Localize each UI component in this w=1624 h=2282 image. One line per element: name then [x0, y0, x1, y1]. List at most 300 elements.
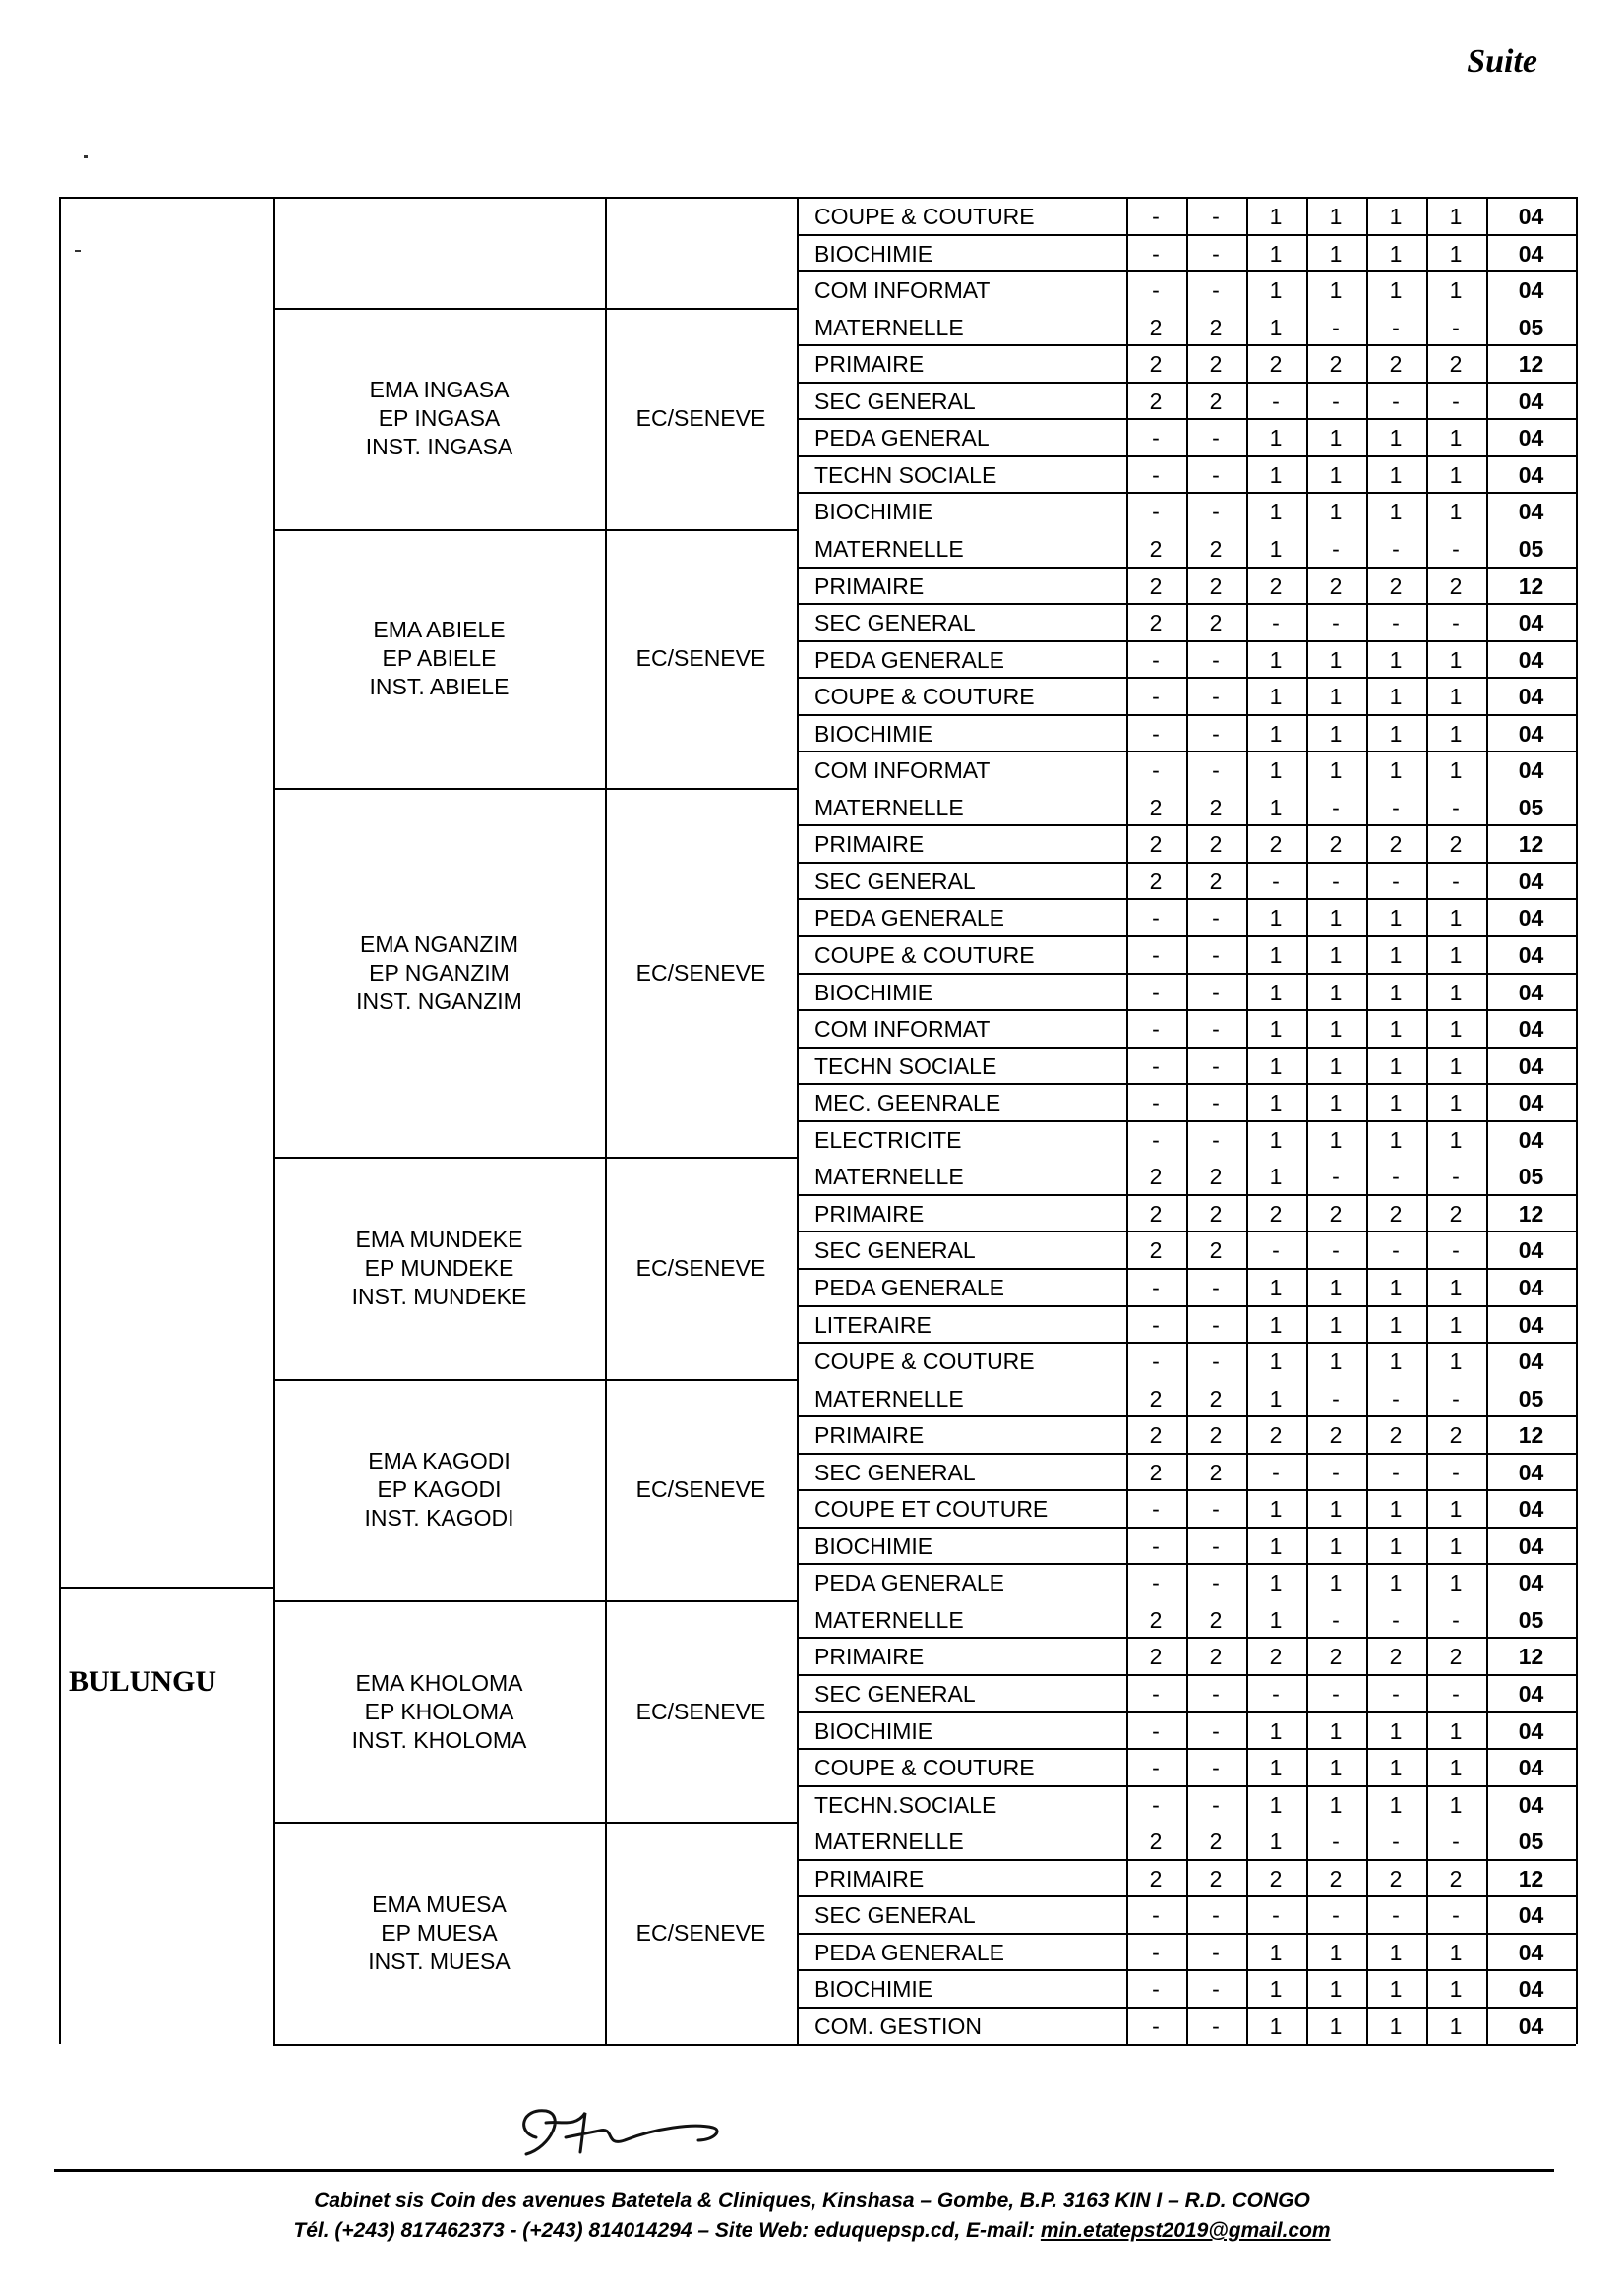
table-rule [797, 1748, 1576, 1750]
table-rule [273, 529, 797, 531]
grade-count: - [1392, 388, 1400, 414]
grade-count: 2 [1389, 831, 1403, 858]
grade-count: 1 [1449, 425, 1463, 451]
grade-count: 1 [1449, 646, 1463, 673]
grade-count: 1 [1449, 942, 1463, 968]
table-rule [797, 382, 1576, 384]
grade-count: 2 [1269, 572, 1283, 599]
school-name: INST. ABIELE [369, 674, 510, 700]
grade-count: 1 [1449, 1349, 1463, 1375]
grade-count: 1 [1449, 1016, 1463, 1043]
table-rule [273, 197, 275, 2044]
grade-count: 1 [1449, 905, 1463, 931]
suite-label: Suite [1467, 43, 1537, 80]
grade-count: 1 [1269, 1126, 1283, 1153]
grade-count: - [1152, 942, 1160, 968]
grade-count: 1 [1269, 1717, 1283, 1744]
row-total: 04 [1518, 1532, 1544, 1559]
grade-count: 1 [1389, 1570, 1403, 1596]
grade-count: 1 [1449, 1274, 1463, 1300]
grade-count: 1 [1389, 204, 1403, 229]
grade-count: 1 [1389, 1496, 1403, 1523]
grade-count: - [1272, 868, 1280, 894]
grade-count: 1 [1329, 942, 1343, 968]
table-rule [797, 1712, 1576, 1713]
grade-count: - [1152, 240, 1160, 267]
row-total: 04 [1518, 1052, 1544, 1079]
grade-count: 1 [1449, 757, 1463, 784]
grade-count: - [1392, 535, 1400, 562]
grade-count: - [1212, 1755, 1220, 1781]
grade-count: 2 [1149, 535, 1163, 562]
section-name: MATERNELLE [814, 1606, 964, 1633]
table-rule [797, 2007, 1576, 2009]
grade-count: 2 [1149, 1385, 1163, 1411]
allocation-table [59, 197, 1576, 2082]
regime-label: EC/SENEVE [635, 1919, 766, 1946]
row-total: 04 [1518, 1717, 1544, 1744]
grade-count: - [1152, 1496, 1160, 1523]
grade-count: - [1332, 1681, 1340, 1707]
grade-count: 1 [1329, 1755, 1343, 1781]
grade-count: 1 [1269, 1349, 1283, 1375]
grade-count: 1 [1389, 1126, 1403, 1153]
table-rule [797, 714, 1576, 716]
section-name: COUPE & COUTURE [814, 1755, 1035, 1781]
grade-count: - [1152, 757, 1160, 784]
row-total: 12 [1518, 572, 1544, 599]
grade-count: 1 [1269, 1164, 1283, 1190]
table-rule [797, 492, 1576, 494]
section-name: BIOCHIMIE [814, 240, 933, 267]
row-total: 04 [1518, 1570, 1544, 1596]
table-rule [59, 197, 273, 199]
grade-count: 2 [1329, 351, 1343, 378]
grade-count: 2 [1329, 1865, 1343, 1892]
grade-count: 1 [1329, 1532, 1343, 1559]
grade-count: 1 [1329, 1791, 1343, 1818]
table-rule [797, 603, 1576, 605]
grade-count: 2 [1329, 1644, 1343, 1670]
grade-count: 1 [1449, 1052, 1463, 1079]
grade-count: - [1152, 1939, 1160, 1965]
grade-count: 2 [1209, 868, 1223, 894]
table-rule [273, 197, 1576, 199]
grade-count: - [1332, 868, 1340, 894]
grade-count: - [1452, 610, 1460, 636]
grade-count: - [1392, 1829, 1400, 1855]
grade-count: - [1212, 684, 1220, 710]
table-rule [273, 1379, 797, 1381]
table-rule [797, 640, 1576, 642]
grade-count: 2 [1329, 1422, 1343, 1449]
section-name: BIOCHIMIE [814, 1532, 933, 1559]
table-rule [59, 197, 61, 2044]
grade-count: - [1212, 1274, 1220, 1300]
table-rule [797, 1305, 1576, 1307]
grade-count: - [1272, 388, 1280, 414]
grade-count: 1 [1389, 2012, 1403, 2039]
row-total: 05 [1518, 314, 1544, 340]
table-rule [273, 788, 797, 790]
grade-count: 2 [1149, 831, 1163, 858]
school-name: EP INGASA [378, 405, 501, 432]
section-name: SEC GENERAL [814, 1237, 976, 1264]
grade-count: 2 [1149, 351, 1163, 378]
grade-count: 1 [1449, 1532, 1463, 1559]
grade-count: 1 [1389, 1532, 1403, 1559]
row-total: 05 [1518, 1606, 1544, 1633]
grade-count: 1 [1389, 720, 1403, 747]
footer-rule [54, 2169, 1554, 2172]
table-rule [797, 973, 1576, 975]
section-name: COM INFORMAT [814, 757, 991, 784]
grade-count: - [1152, 1016, 1160, 1043]
grade-count: 1 [1269, 1976, 1283, 2003]
section-name: BIOCHIMIE [814, 979, 933, 1005]
grade-count: 1 [1269, 1496, 1283, 1523]
grade-count: 1 [1329, 277, 1343, 304]
row-total: 04 [1518, 499, 1544, 525]
grade-count: 1 [1449, 277, 1463, 304]
grade-count: - [1212, 1349, 1220, 1375]
grade-count: 1 [1269, 1016, 1283, 1043]
grade-count: 1 [1329, 1570, 1343, 1596]
school-name: EMA ABIELE [373, 617, 506, 643]
section-name: TECHN SOCIALE [814, 1052, 997, 1079]
grade-count: 1 [1269, 1090, 1283, 1116]
regime-label: EC/SENEVE [635, 1698, 766, 1724]
grade-count: - [1212, 1791, 1220, 1818]
grade-count: 2 [1149, 794, 1163, 820]
grade-count: 1 [1389, 1052, 1403, 1079]
grade-count: 1 [1389, 1349, 1403, 1375]
grade-count: - [1152, 1717, 1160, 1744]
grade-count: - [1212, 757, 1220, 784]
table-rule [797, 862, 1576, 864]
grade-count: - [1332, 1385, 1340, 1411]
grade-count: - [1332, 1164, 1340, 1190]
grade-count: 1 [1449, 1791, 1463, 1818]
section-name: SEC GENERAL [814, 868, 976, 894]
grade-count: - [1332, 1829, 1340, 1855]
grade-count: - [1152, 1755, 1160, 1781]
footer-email-link[interactable]: min.etatepst2019@gmail.com [1040, 2219, 1331, 2242]
footer-contact-text: Tél. (+243) 817462373 - (+243) 814014294 – Site Web: eduquepsp.cd, E-mail: [293, 2219, 1041, 2242]
grade-count: - [1452, 535, 1460, 562]
regime-label: EC/SENEVE [635, 405, 766, 432]
grade-count: 2 [1149, 1606, 1163, 1633]
section-name: PEDA GENERALE [814, 1939, 1005, 1965]
section-name: SEC GENERAL [814, 1681, 976, 1707]
grade-count: 1 [1329, 1976, 1343, 2003]
grade-count: - [1212, 1717, 1220, 1744]
school-name: INST. NGANZIM [356, 988, 522, 1014]
school-name: EMA KHOLOMA [355, 1669, 523, 1696]
grade-count: - [1152, 204, 1160, 229]
row-total: 05 [1518, 794, 1544, 820]
row-total: 04 [1518, 1902, 1544, 1929]
section-name: PRIMAIRE [814, 1865, 925, 1892]
table-rule [797, 567, 1576, 569]
grade-count: 1 [1329, 1274, 1343, 1300]
school-name: EMA NGANZIM [359, 931, 518, 957]
grade-count: - [1152, 646, 1160, 673]
section-name: MATERNELLE [814, 1385, 964, 1411]
section-name: PRIMAIRE [814, 351, 925, 378]
table-rule [797, 935, 1576, 937]
grade-count: 1 [1329, 757, 1343, 784]
grade-count: 1 [1449, 1496, 1463, 1523]
grade-count: - [1272, 1237, 1280, 1264]
school-name: EP KAGODI [377, 1476, 502, 1503]
regime-label: EC/SENEVE [635, 1254, 766, 1281]
grade-count: 2 [1149, 1459, 1163, 1485]
section-name: PRIMAIRE [814, 1200, 925, 1227]
grade-count: 2 [1449, 1865, 1463, 1892]
grade-count: 2 [1209, 1459, 1223, 1485]
grade-count: 1 [1269, 1532, 1283, 1559]
row-total: 04 [1518, 1459, 1544, 1485]
grade-count: - [1392, 1606, 1400, 1633]
grade-count: - [1212, 1052, 1220, 1079]
grade-count: - [1212, 1496, 1220, 1523]
row-total: 04 [1518, 979, 1544, 1005]
grade-count: - [1332, 314, 1340, 340]
grade-count: - [1212, 979, 1220, 1005]
grade-count: - [1212, 1016, 1220, 1043]
table-rule [797, 270, 1576, 272]
grade-count: - [1152, 461, 1160, 488]
grade-count: 1 [1329, 499, 1343, 525]
grade-count: 2 [1209, 1164, 1223, 1190]
school-name: EP NGANZIM [369, 959, 510, 986]
grade-count: 1 [1449, 240, 1463, 267]
grade-count: - [1212, 942, 1220, 968]
grade-count: - [1212, 1126, 1220, 1153]
row-total: 05 [1518, 535, 1544, 562]
row-total: 12 [1518, 1200, 1544, 1227]
grade-count: 2 [1389, 1644, 1403, 1670]
grade-count: 2 [1209, 794, 1223, 820]
grade-count: 1 [1269, 1385, 1283, 1411]
section-name: MATERNELLE [814, 1829, 964, 1855]
grade-count: 2 [1269, 1200, 1283, 1227]
grade-count: - [1332, 388, 1340, 414]
grade-count: 1 [1449, 684, 1463, 710]
grade-count: 1 [1389, 277, 1403, 304]
grade-count: 1 [1389, 1090, 1403, 1116]
row-total: 04 [1518, 1016, 1544, 1043]
row-total: 05 [1518, 1385, 1544, 1411]
grade-count: - [1452, 1606, 1460, 1633]
table-rule [797, 1489, 1576, 1491]
grade-count: - [1452, 1237, 1460, 1264]
grade-count: 1 [1269, 240, 1283, 267]
grade-count: 2 [1329, 572, 1343, 599]
grade-count: - [1212, 240, 1220, 267]
section-name: SEC GENERAL [814, 388, 976, 414]
table-rule [797, 1933, 1576, 1935]
grade-count: 1 [1269, 1052, 1283, 1079]
grade-count: 1 [1389, 1274, 1403, 1300]
grade-count: - [1152, 1570, 1160, 1596]
grade-count: - [1392, 314, 1400, 340]
grade-count: 1 [1269, 979, 1283, 1005]
school-name: INST. MUESA [368, 1948, 511, 1974]
table-rule [797, 1637, 1576, 1639]
row-total: 04 [1518, 868, 1544, 894]
row-total: 12 [1518, 1865, 1544, 1892]
grade-count: 1 [1329, 1126, 1343, 1153]
grade-count: 2 [1149, 868, 1163, 894]
grade-count: - [1152, 1126, 1160, 1153]
table-rule [797, 1231, 1576, 1232]
grade-count: 2 [1149, 1164, 1163, 1190]
grade-count: 2 [1209, 388, 1223, 414]
regime-label: EC/SENEVE [635, 645, 766, 672]
section-name: TECHN SOCIALE [814, 461, 997, 488]
grade-count: 2 [1209, 1829, 1223, 1855]
table-rule [797, 1527, 1576, 1529]
grade-count: 1 [1449, 979, 1463, 1005]
grade-count: - [1392, 1459, 1400, 1485]
grade-count: 1 [1389, 757, 1403, 784]
grade-count: 1 [1329, 905, 1343, 931]
table-rule [797, 898, 1576, 900]
grade-count: 1 [1449, 204, 1463, 229]
grade-count: 2 [1329, 1200, 1343, 1227]
grade-count: 1 [1449, 1090, 1463, 1116]
row-total: 04 [1518, 1274, 1544, 1300]
table-rule [797, 1120, 1576, 1122]
grade-count: - [1152, 1791, 1160, 1818]
grade-count: 1 [1269, 499, 1283, 525]
grade-count: 1 [1269, 204, 1283, 229]
school-name: EMA KAGODI [368, 1448, 511, 1474]
row-total: 05 [1518, 1829, 1544, 1855]
row-total: 04 [1518, 204, 1544, 229]
grade-count: 1 [1269, 757, 1283, 784]
grade-count: - [1152, 2012, 1160, 2039]
grade-count: - [1212, 1939, 1220, 1965]
grade-count: - [1452, 794, 1460, 820]
grade-count: - [1212, 905, 1220, 931]
grade-count: 1 [1329, 425, 1343, 451]
regime-label: EC/SENEVE [635, 1476, 766, 1503]
grade-count: 2 [1209, 1237, 1223, 1264]
grade-count: - [1452, 1385, 1460, 1411]
row-total: 04 [1518, 1090, 1544, 1116]
grade-count: - [1152, 1532, 1160, 1559]
grade-count: 2 [1209, 1644, 1223, 1670]
table-rule [273, 1157, 797, 1159]
row-total: 04 [1518, 1791, 1544, 1818]
table-rule [1576, 197, 1578, 2044]
grade-count: 2 [1209, 831, 1223, 858]
grade-count: 1 [1389, 425, 1403, 451]
grade-count: 1 [1269, 1311, 1283, 1338]
section-name: LITERAIRE [814, 1311, 932, 1338]
table-rule [605, 197, 607, 2044]
grade-count: - [1332, 535, 1340, 562]
grade-count: - [1152, 684, 1160, 710]
grade-count: 2 [1449, 1644, 1463, 1670]
grade-count: - [1332, 1606, 1340, 1633]
grade-count: - [1152, 1274, 1160, 1300]
section-name: PEDA GENERALE [814, 1274, 1005, 1300]
grade-count: - [1212, 461, 1220, 488]
table-rule [797, 1047, 1576, 1049]
grade-count: - [1152, 979, 1160, 1005]
grade-count: - [1152, 905, 1160, 931]
grade-count: 2 [1149, 1829, 1163, 1855]
table-rule [797, 1268, 1576, 1270]
grade-count: - [1152, 425, 1160, 451]
grade-count: - [1152, 1681, 1160, 1707]
grade-count: 1 [1449, 1976, 1463, 2003]
grade-count: 2 [1149, 572, 1163, 599]
grade-count: - [1212, 1570, 1220, 1596]
grade-count: 1 [1269, 905, 1283, 931]
grade-count: - [1272, 1681, 1280, 1707]
grade-count: - [1152, 1976, 1160, 2003]
table-rule [797, 344, 1576, 346]
grade-count: 1 [1329, 979, 1343, 1005]
section-name: BIOCHIMIE [814, 1976, 933, 2003]
section-name: COM INFORMAT [814, 1016, 991, 1043]
grade-count: - [1212, 277, 1220, 304]
grade-count: - [1152, 1902, 1160, 1929]
section-name: PRIMAIRE [814, 572, 925, 599]
grade-count: 2 [1269, 1422, 1283, 1449]
table-rule [797, 1415, 1576, 1417]
section-name: PEDA GENERAL [814, 425, 990, 451]
section-name: MATERNELLE [814, 1164, 964, 1190]
grade-count: - [1212, 1090, 1220, 1116]
grade-count: 1 [1269, 1274, 1283, 1300]
signature [507, 2093, 733, 2172]
grade-count: 2 [1389, 1422, 1403, 1449]
grade-count: 1 [1269, 1755, 1283, 1781]
grade-count: - [1152, 1311, 1160, 1338]
section-name: MEC. GEENRALE [814, 1090, 1001, 1116]
table-rule [273, 2044, 1576, 2046]
school-name: INST. MUNDEKE [351, 1283, 527, 1309]
grade-count: - [1152, 720, 1160, 747]
grade-count: - [1152, 1090, 1160, 1116]
section-name: COUPE ET COUTURE [814, 1496, 1049, 1523]
grade-count: - [1212, 2012, 1220, 2039]
grade-count: 2 [1449, 572, 1463, 599]
grade-count: - [1452, 388, 1460, 414]
grade-count: 2 [1389, 1865, 1403, 1892]
grade-count: 1 [1389, 1717, 1403, 1744]
grade-count: 1 [1449, 1939, 1463, 1965]
grade-count: - [1212, 646, 1220, 673]
row-total: 04 [1518, 942, 1544, 968]
grade-count: 1 [1389, 979, 1403, 1005]
grade-count: 2 [1389, 572, 1403, 599]
grade-count: 1 [1449, 1126, 1463, 1153]
row-total: 04 [1518, 1939, 1544, 1965]
grade-count: - [1212, 720, 1220, 747]
section-name: SEC GENERAL [814, 1459, 976, 1485]
grade-count: 1 [1329, 204, 1343, 229]
row-total: 04 [1518, 720, 1544, 747]
table-rule [797, 455, 1576, 457]
grade-count: 1 [1329, 240, 1343, 267]
